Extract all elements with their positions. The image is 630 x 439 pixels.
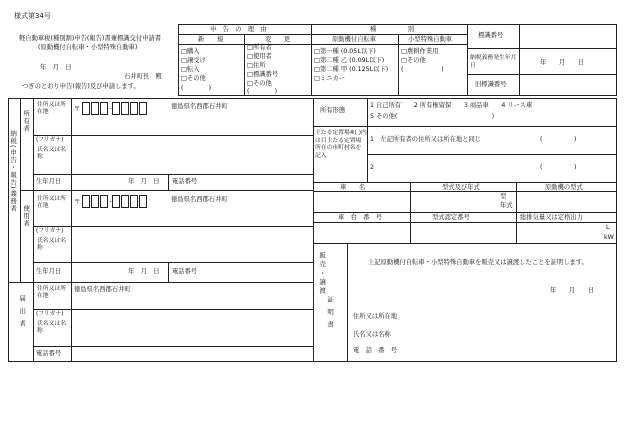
transfer-address-label: 住所又は所在地 [353, 313, 398, 320]
type-moped-1[interactable]: □第一種 (0.05L以下) [314, 48, 376, 55]
reason-new-4[interactable]: □その他 [181, 75, 206, 82]
submitter-name-label: 氏名又は名称 [37, 321, 66, 334]
vehicle-make-label: 車 名 [340, 184, 366, 191]
statement: つぎのとおり申告(報告)及び申請します。 [22, 83, 140, 90]
transfer-date: 年 月 日 [550, 287, 595, 294]
old-plate-label: 旧標識番号 [475, 81, 507, 88]
form-title: 軽自動車税(種別割)申告(報告)書兼標識交付申請書 [19, 35, 162, 42]
storage-option-1[interactable]: 1 左記所有者の住所又は所在地と同じ [370, 136, 482, 143]
type-special-1[interactable]: □農耕作業用 [401, 48, 439, 55]
reason-change-header: 変 更 [265, 36, 291, 43]
reason-change-5[interactable]: □その他 [247, 80, 272, 87]
unit-liter: L [606, 224, 610, 231]
vehicle-model-type: 型 [500, 193, 507, 200]
owner-name-label: 氏名又は名称 [37, 147, 66, 160]
reason-change-3[interactable]: □住所 [247, 62, 266, 69]
reason-new-1[interactable]: □購入 [181, 48, 200, 55]
transfer-label-1: 販売 [318, 252, 327, 269]
transfer-statement: 上記原動機付自転車・小型特殊自動車を販売又は譲渡したことを証明します。 [368, 259, 588, 266]
vehicle-approval-label: 型式認定番号 [432, 214, 470, 221]
storage-paren-1: ( ) [540, 136, 577, 143]
reason-new-header: 新 規 [198, 36, 224, 43]
user-address-label: 住所又は所在地 [37, 196, 66, 209]
submitter-phone-label: 電話番号 [36, 350, 62, 357]
plate-label: 標識番号 [478, 32, 504, 39]
user-birth-value: 年 月 日 [128, 268, 160, 275]
vehicle-model-year: 年式 [500, 202, 513, 209]
reason-new-2[interactable]: □譲受け [181, 57, 206, 64]
user-phone-label: 電話番号 [172, 268, 198, 275]
taxpayer-label: 納税(申告・報告)義務者 [9, 130, 18, 213]
reason-header: 申 告 の 理 由 [210, 26, 267, 33]
user-postal[interactable]: 〒 - [74, 195, 148, 208]
user-furigana: (フリガナ) [36, 228, 64, 234]
owner-postal[interactable]: 〒 - [74, 102, 148, 115]
ownership-options[interactable]: 1 自己所有 2 所有権留保 3 商品車 4 リース車 [370, 102, 533, 109]
submitter-address-label: 住所又は所在地 [37, 286, 66, 299]
user-name-label: 氏名又は名称 [37, 238, 66, 251]
tax-date-value: 年 月 日 [540, 59, 585, 66]
type-moped-2[interactable]: □第二種 乙 (0.09L以下) [314, 57, 385, 64]
type-header: 種 別 [370, 26, 415, 33]
form-subtitle: (原動機付自転車・小型特殊自動車) [38, 44, 138, 51]
type-moped-3[interactable]: □第二種 甲 (0.125L以下) [314, 66, 389, 73]
transfer-label-3: 証明書 [326, 296, 335, 334]
owner-address-value[interactable]: 徳島県名西郡石井町 [171, 103, 228, 110]
storage-option-2[interactable]: 2 [370, 164, 375, 171]
owner-label: 所有者 [22, 110, 31, 133]
user-birth-label: 生年月日 [36, 268, 62, 275]
type-special-header: 小型特殊自動車 [408, 36, 453, 43]
storage-label: 主たる定置場※( )内は目主たる定置場所在の市町村名を記入 [315, 130, 367, 159]
form-number: 様式第34号 [14, 12, 51, 20]
owner-birth-value: 年 月 日 [128, 178, 160, 185]
owner-address-label: 住所又は所在地 [37, 102, 66, 115]
vehicle-displacement-label: 総排気量又は定格出力 [520, 214, 583, 221]
unit-kw: kW [604, 234, 614, 241]
vehicle-chassis-label: 車 台 番 号 [338, 214, 383, 221]
submitter-label: 届出者 [18, 295, 27, 333]
ownership-other[interactable]: 5 その他( ) [370, 113, 495, 120]
submitter-address-value[interactable]: 徳島県名西郡石井町 [74, 286, 131, 293]
reason-change-4[interactable]: □標識番号 [247, 71, 279, 78]
reason-new-3[interactable]: □転入 [181, 66, 200, 73]
addressee: 石井町長 殿 [124, 73, 162, 80]
title-date: 年 月 日 [40, 64, 72, 71]
type-moped-header: 原動機付自転車 [332, 36, 377, 43]
transfer-phone-label: 電 話 番 号 [353, 347, 398, 354]
user-address-value[interactable]: 徳島県名西郡石井町 [171, 196, 228, 203]
transfer-name-label: 氏名又は名称 [353, 331, 391, 338]
owner-furigana: (フリガナ) [36, 137, 64, 143]
transfer-label-2: ・譲渡 [318, 270, 327, 296]
reason-change-2[interactable]: □使用者 [247, 53, 272, 60]
type-special-2[interactable]: □その他 [401, 57, 426, 64]
user-label: 使用者 [22, 205, 31, 228]
submitter-furigana: (フリガナ) [36, 311, 64, 317]
owner-birth-label: 生年月日 [36, 178, 62, 185]
owner-phone-label: 電話番号 [172, 178, 198, 185]
tax-date-label: 納税義務発生年月日 [470, 55, 517, 69]
vehicle-engine-label: 原動機の型式 [545, 184, 583, 191]
reason-change-1[interactable]: □所有者 [247, 44, 272, 51]
type-moped-4[interactable]: □ミニカー [314, 75, 346, 82]
ownership-label: 所有形態 [320, 107, 346, 114]
storage-paren-2: ( ) [540, 164, 577, 171]
vehicle-model-label: 型式及び年式 [442, 184, 480, 191]
